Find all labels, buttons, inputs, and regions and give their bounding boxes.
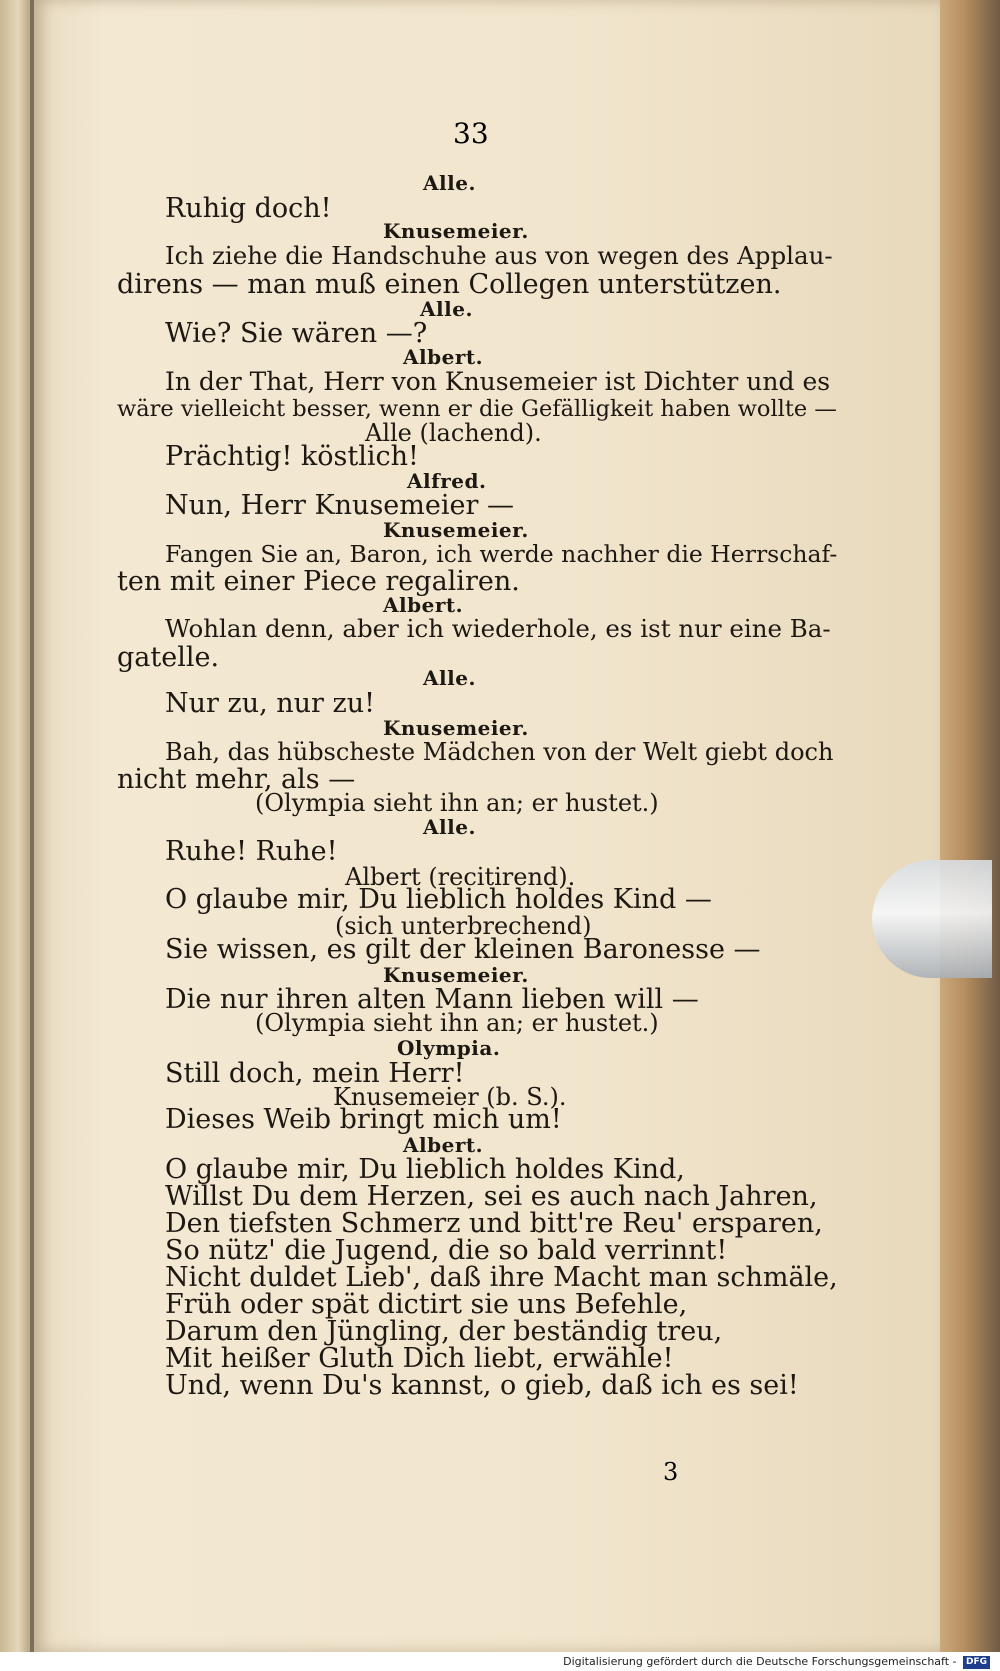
text-line: ten mit einer Piece regaliren.	[117, 566, 520, 597]
text-line: Früh oder spät dictirt sie uns Befehle,	[165, 1289, 688, 1320]
text-line: direns — man muß einen Collegen unterstützen.	[117, 269, 782, 300]
speaker-label: Albert.	[403, 345, 484, 369]
text-line: gatelle.	[117, 642, 220, 673]
speaker-label: Alle.	[420, 297, 473, 321]
text-line: Willst Du dem Herzen, sei es auch nach Jahren,	[165, 1181, 818, 1212]
text-line: Darum den Jüngling, der beständig treu,	[165, 1316, 723, 1347]
signature-mark: 3	[663, 1458, 679, 1486]
speaker-label: Alle.	[423, 171, 476, 195]
text-line: O glaube mir, Du lieblich holdes Kind,	[165, 1154, 685, 1185]
text-line: Den tiefsten Schmerz und bitt're Reu' ersparen,	[165, 1208, 823, 1239]
text-line: Ruhe! Ruhe!	[165, 836, 338, 867]
credit-text: Digitalisierung gefördert durch die Deutsche Forschungsgemeinschaft -	[563, 1655, 957, 1668]
speaker-label: Knusemeier.	[383, 518, 529, 542]
text-line: Mit heißer Gluth Dich liebt, erwähle!	[165, 1343, 674, 1374]
speaker-label: Albert.	[403, 1133, 484, 1157]
text-line: wäre vielleicht besser, wenn er die Gefälligkeit haben wollte —	[117, 396, 837, 422]
text-line: Bah, das hübscheste Mädchen von der Welt giebt doch	[165, 738, 834, 766]
dfg-logo: DFG	[963, 1656, 990, 1669]
stage-direction: Knusemeier (b. S.).	[333, 1083, 567, 1111]
page-number: 33	[453, 117, 489, 150]
left-page-edge	[0, 0, 30, 1652]
text-line: nicht mehr, als —	[117, 764, 356, 795]
text-line: Nur zu, nur zu!	[165, 688, 376, 719]
speaker-label: Knusemeier.	[383, 963, 529, 987]
text-line: Prächtig! köstlich!	[165, 441, 419, 472]
text-line: So nütz' die Jugend, die so bald verrinnt!	[165, 1235, 728, 1266]
speaker-label: Knusemeier.	[383, 219, 529, 243]
speaker-label: Albert.	[383, 593, 464, 617]
text-line: O glaube mir, Du lieblich holdes Kind —	[165, 884, 712, 915]
speaker-label: Knusemeier.	[383, 716, 529, 740]
text-line: In der That, Herr von Knusemeier ist Dichter und es	[165, 367, 831, 396]
text-line: Und, wenn Du's kannst, o gieb, daß ich es sei!	[165, 1370, 799, 1401]
text-line: Ruhig doch!	[165, 193, 332, 224]
stage-direction: (Olympia sieht ihn an; er hustet.)	[255, 789, 659, 817]
text-line: Wohlan denn, aber ich wiederhole, es ist nur eine Ba-	[165, 614, 831, 643]
digitization-credit	[563, 1654, 990, 1670]
text-line: Wie? Sie wären —?	[165, 318, 428, 349]
text-line: Sie wissen, es gilt der kleinen Baronesse —	[165, 934, 761, 965]
text-line: Nun, Herr Knusemeier —	[165, 490, 514, 521]
speaker-label: Alle.	[423, 815, 476, 839]
text-line: Die nur ihren alten Mann lieben will —	[165, 984, 699, 1015]
text-line: Ich ziehe die Handschuhe aus von wegen des Applau-	[165, 241, 833, 270]
stage-direction: Alle (lachend).	[365, 419, 542, 447]
book-cover-edge	[940, 0, 1000, 1652]
speaker-label: Alfred.	[407, 469, 487, 493]
speaker-label: Alle.	[423, 666, 476, 690]
stage-direction: (sich unterbrechend)	[335, 912, 592, 940]
page-clip-image	[872, 860, 992, 978]
text-line: Dieses Weib bringt mich um!	[165, 1104, 562, 1135]
text-line: Nicht duldet Lieb', daß ihre Macht man schmäle,	[165, 1262, 838, 1293]
page-text	[117, 0, 840, 1652]
text-line: Still doch, mein Herr!	[165, 1058, 465, 1089]
stage-direction: (Olympia sieht ihn an; er hustet.)	[255, 1009, 659, 1037]
text-line: Fangen Sie an, Baron, ich werde nachher die Herrschaf-	[165, 540, 838, 568]
stage-direction: Albert (recitirend).	[345, 863, 576, 891]
speaker-label: Olympia.	[397, 1036, 501, 1060]
